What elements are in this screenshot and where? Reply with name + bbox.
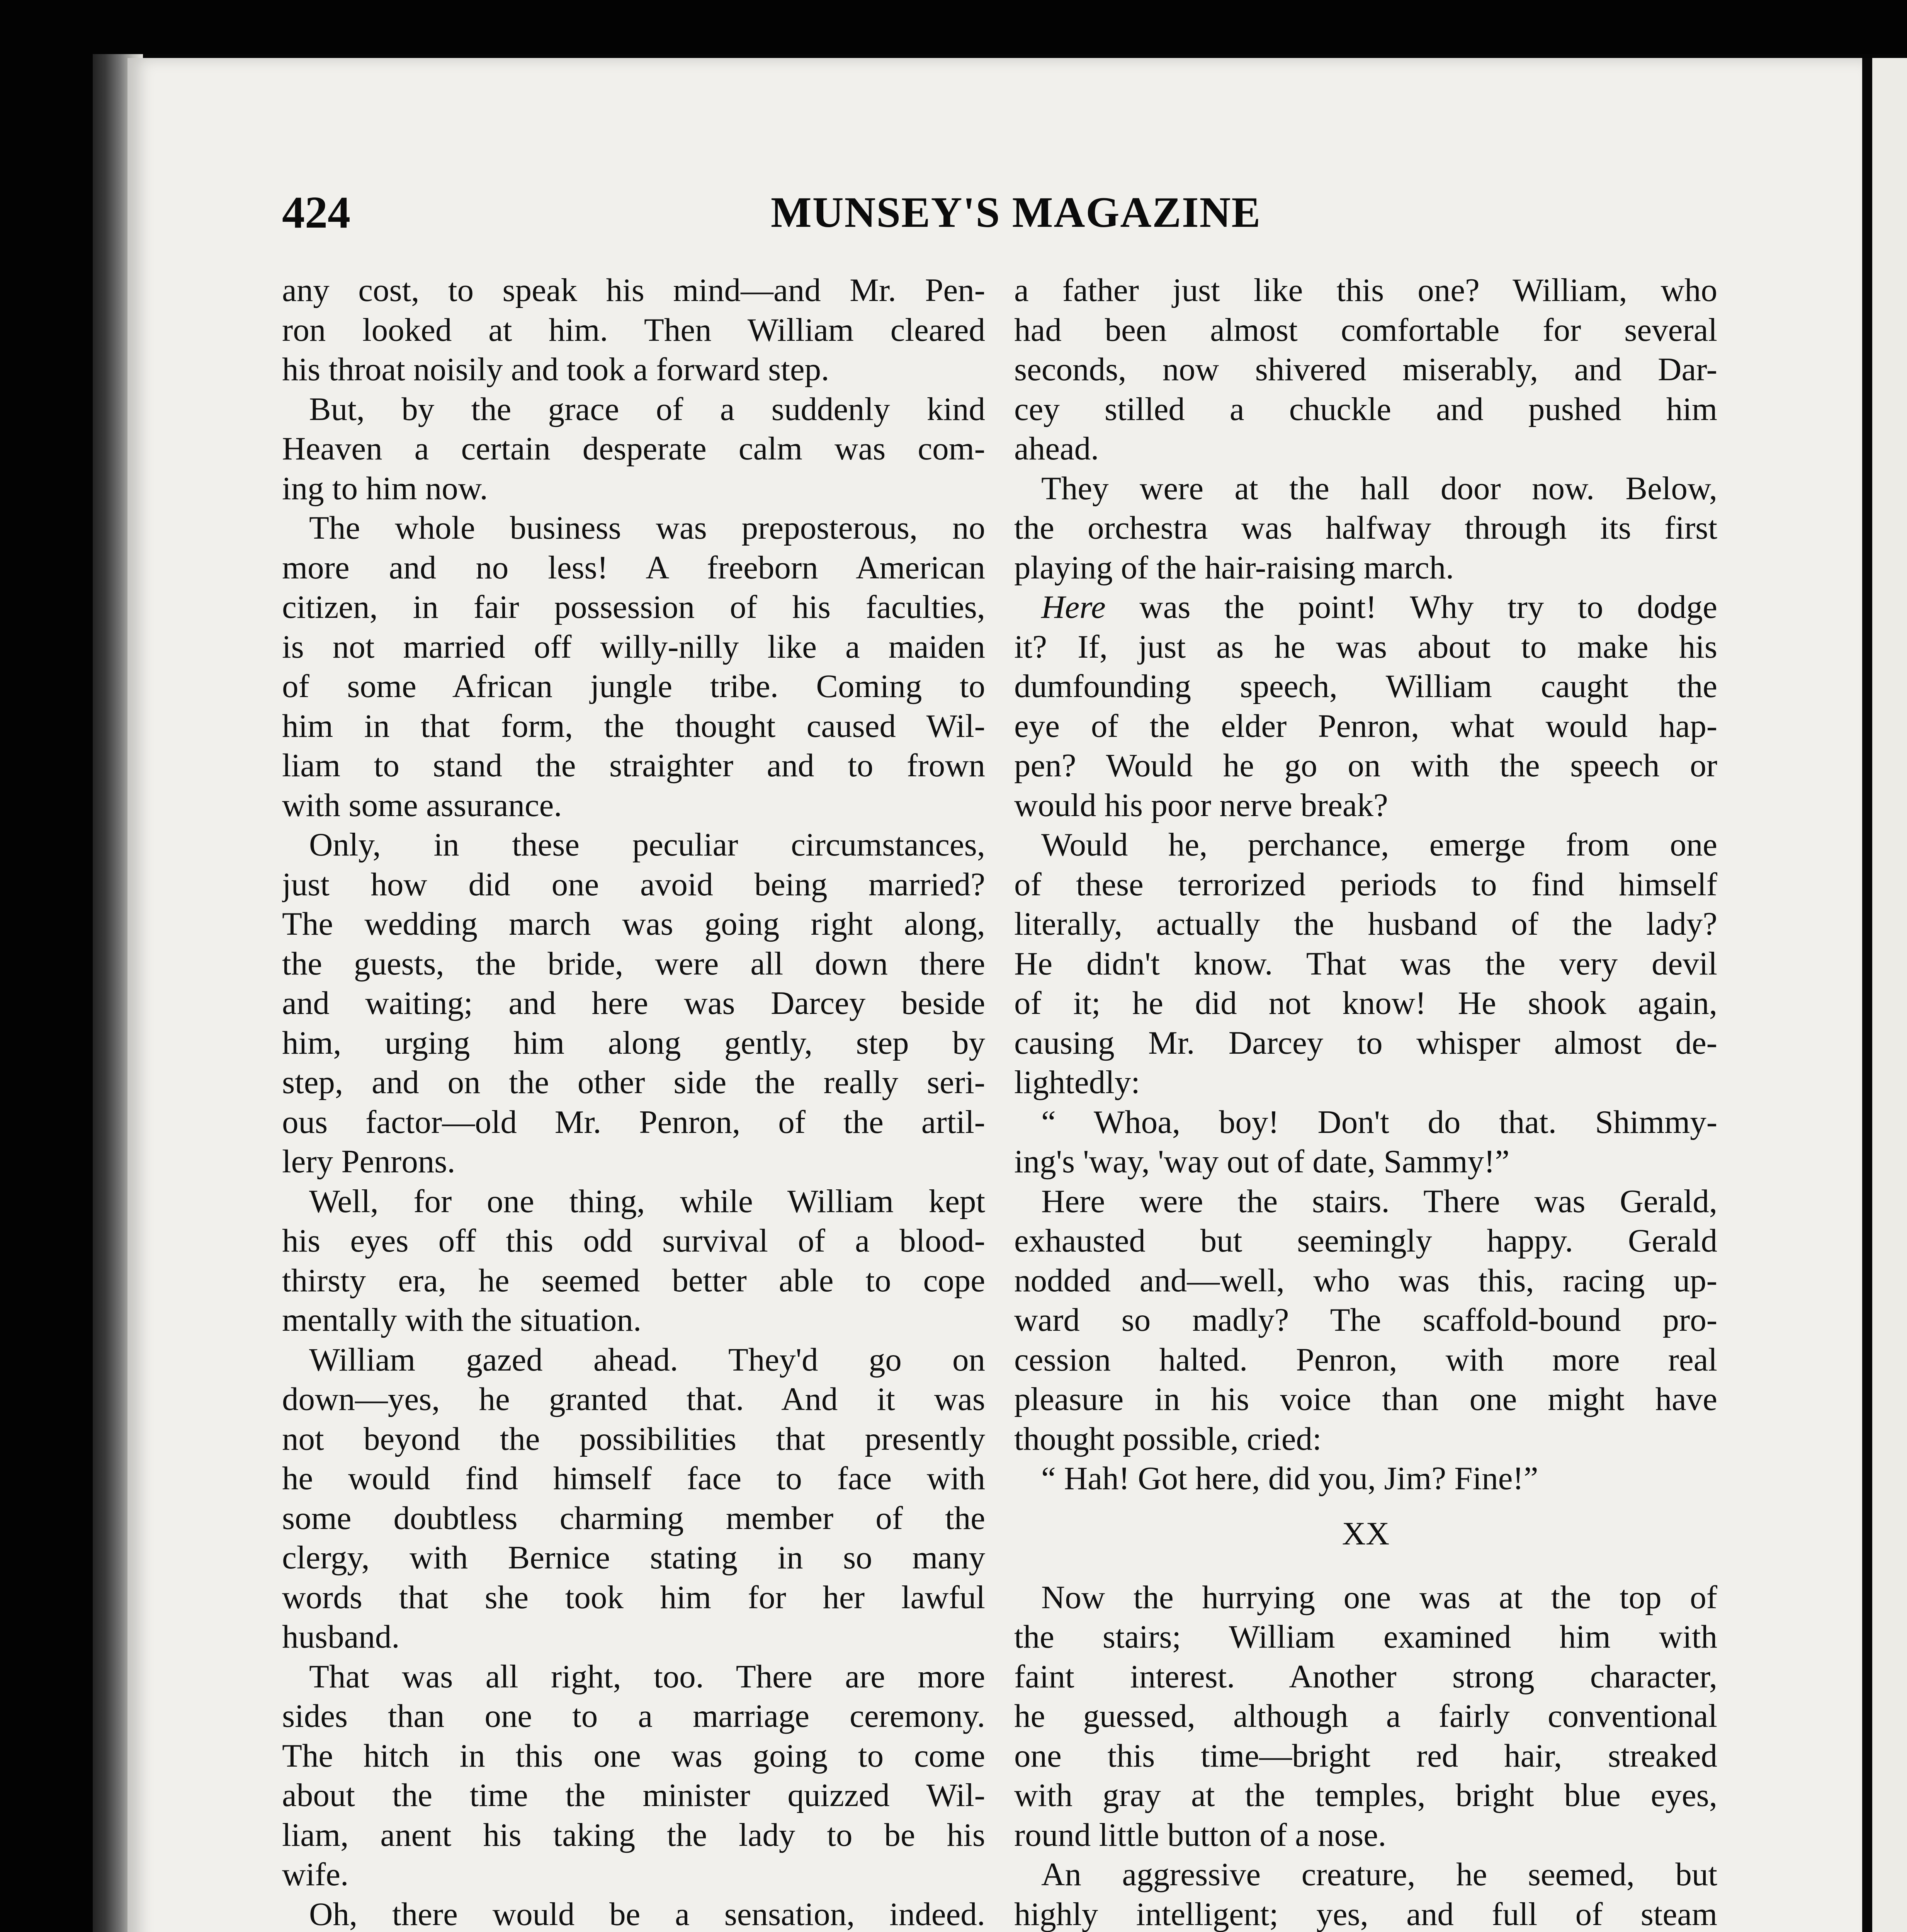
text-line: husband.	[282, 1619, 400, 1655]
text-line: thirsty era, he seemed better able to cope	[282, 1262, 985, 1299]
adjacent-page-edge	[1862, 58, 1907, 1932]
text-line: An aggressive creature, he seemed, but	[1041, 1856, 1717, 1893]
text-line: ing's 'way, 'way out of date, Sammy!”	[1014, 1143, 1510, 1180]
page-header	[282, 189, 1704, 236]
section-heading	[1014, 1498, 1717, 1578]
text-line: of these terrorized periods to find himself	[1014, 866, 1717, 903]
text-line: playing of the hair-raising march.	[1014, 549, 1454, 586]
text-line: would his poor nerve break?	[1014, 787, 1388, 823]
text-line: with some assurance.	[282, 787, 562, 823]
text-line: dumfounding speech, William caught the	[1014, 668, 1717, 704]
text-line: round little button of a nose.	[1014, 1816, 1387, 1853]
text-column-left	[282, 270, 985, 1932]
text-line: step, and on the other side the really seri-	[282, 1064, 985, 1100]
text-line: Here was the point! Why try to dodge	[1041, 589, 1717, 625]
text-line: exhausted but seemingly happy. Gerald	[1014, 1223, 1717, 1259]
text-line: literally, actually the husband of the lady?	[1014, 906, 1717, 942]
text-line: the orchestra was halfway through its first	[1014, 510, 1717, 546]
text-line: pen? Would he go on with the speech or	[1014, 747, 1717, 784]
scan-border-left	[0, 0, 93, 1932]
text-line: mentally with the situation.	[282, 1302, 642, 1338]
text-line: highly intelligent; yes, and full of steam	[1014, 1896, 1717, 1932]
text-line: words that she took him for her lawful	[282, 1579, 985, 1616]
text-line: faint interest. Another strong character,	[1014, 1658, 1717, 1695]
text-line: William gazed ahead. They'd go on	[309, 1341, 985, 1378]
text-line: one this time—bright red hair, streaked	[1014, 1737, 1717, 1774]
text-line: him, urging him along gently, step by	[282, 1024, 985, 1061]
text-line: his throat noisily and took a forward step.	[282, 351, 829, 388]
text-line: But, by the grace of a suddenly kind	[309, 391, 985, 427]
text-line: The wedding march was going right along,	[282, 906, 985, 942]
text-line: a father just like this one? William, who	[1014, 272, 1717, 308]
text-line: ward so madly? The scaffold-bound pro-	[1014, 1302, 1717, 1338]
text-line: he would find himself face to face with	[282, 1460, 985, 1497]
text-line: Would he, perchance, emerge from one	[1041, 827, 1717, 863]
text-line: They were at the hall door now. Below,	[1041, 470, 1717, 507]
text-line: of some African jungle tribe. Coming to	[282, 668, 985, 704]
text-line: Here were the stairs. There was Gerald,	[1041, 1183, 1717, 1219]
text-line: thought possible, cried:	[1014, 1420, 1322, 1457]
scan-border-top	[0, 0, 1907, 54]
section-heading-text: XX	[1342, 1515, 1390, 1552]
text-line: down—yes, he granted that. And it was	[282, 1381, 985, 1417]
text-line: wife.	[282, 1856, 349, 1893]
text-line: pleasure in his voice than one might have	[1014, 1381, 1717, 1417]
text-line: him in that form, the thought caused Wil-	[282, 707, 985, 744]
text-line: not beyond the possibilities that presently	[282, 1420, 985, 1457]
text-line: causing Mr. Darcey to whisper almost de-	[1014, 1024, 1717, 1061]
text-line: ron looked at him. Then William cleared	[282, 311, 985, 348]
text-line: and waiting; and here was Darcey beside	[282, 985, 985, 1021]
text-line: it? If, just as he was about to make his	[1014, 628, 1717, 665]
text-line: ahead.	[1014, 430, 1099, 467]
text-line: Oh, there would be a sensation, indeed.	[309, 1896, 985, 1932]
text-line: liam, anent his taking the lady to be his	[282, 1816, 985, 1853]
text-line: the stairs; William examined him with	[1014, 1619, 1717, 1655]
text-line: he guessed, although a fairly conventional	[1014, 1698, 1717, 1734]
text-line: nodded and—well, who was this, racing up-	[1014, 1262, 1717, 1299]
emphasis: Here	[1041, 589, 1106, 625]
text-line: eye of the elder Penron, what would hap-	[1014, 707, 1717, 744]
text-line: of it; he did not know! He shook again,	[1014, 985, 1717, 1021]
text-line: sides than one to a marriage ceremony.	[282, 1698, 985, 1734]
text-line: lightedly:	[1014, 1064, 1140, 1100]
text-line: seconds, now shivered miserably, and Dar-	[1014, 351, 1717, 388]
text-line: liam to stand the straighter and to frown	[282, 747, 985, 784]
text-line: Only, in these peculiar circumstances,	[309, 827, 985, 863]
text-line: ous factor—old Mr. Penron, of the artil-	[282, 1104, 985, 1140]
text-line: is not married off willy-nilly like a maiden	[282, 628, 985, 665]
text-line: Well, for one thing, while William kept	[309, 1183, 985, 1219]
text-line: just how did one avoid being married?	[282, 866, 985, 903]
running-title: MUNSEY'S MAGAZINE	[771, 189, 1261, 236]
text-line: That was all right, too. There are more	[309, 1658, 985, 1695]
text-line: Now the hurrying one was at the top of	[1041, 1579, 1717, 1616]
text-line: with gray at the temples, bright blue eyes,	[1014, 1777, 1717, 1813]
text-line: The whole business was preposterous, no	[309, 510, 985, 546]
text-line: about the time the minister quizzed Wil-	[282, 1777, 985, 1813]
text-line: some doubtless charming member of the	[282, 1500, 985, 1536]
text-line: his eyes off this odd survival of a blood-	[282, 1223, 985, 1259]
text-line: any cost, to speak his mind—and Mr. Pen-	[282, 272, 985, 308]
text-line: the guests, the bride, were all down there	[282, 945, 985, 982]
text-line: clergy, with Bernice stating in so many	[282, 1539, 985, 1576]
text-line: citizen, in fair possession of his faculties,	[282, 589, 985, 625]
text-line: cey stilled a chuckle and pushed him	[1014, 391, 1717, 427]
text-line: Heaven a certain desperate calm was com-	[282, 430, 985, 467]
text-line: ing to him now.	[282, 470, 488, 507]
text-line: had been almost comfortable for several	[1014, 311, 1717, 348]
text-line: more and no less! A freeborn American	[282, 549, 985, 586]
text-line: lery Penrons.	[282, 1143, 456, 1180]
text-line: “ Hah! Got here, did you, Jim? Fine!”	[1041, 1460, 1538, 1497]
page-number: 424	[282, 187, 350, 238]
text-line: cession halted. Penron, with more real	[1014, 1341, 1717, 1378]
text-line: The hitch in this one was going to come	[282, 1737, 985, 1774]
text-line: He didn't know. That was the very devil	[1014, 945, 1717, 982]
text-line: “ Whoa, boy! Don't do that. Shimmy-	[1041, 1104, 1717, 1140]
text-column-right	[1014, 270, 1717, 1932]
